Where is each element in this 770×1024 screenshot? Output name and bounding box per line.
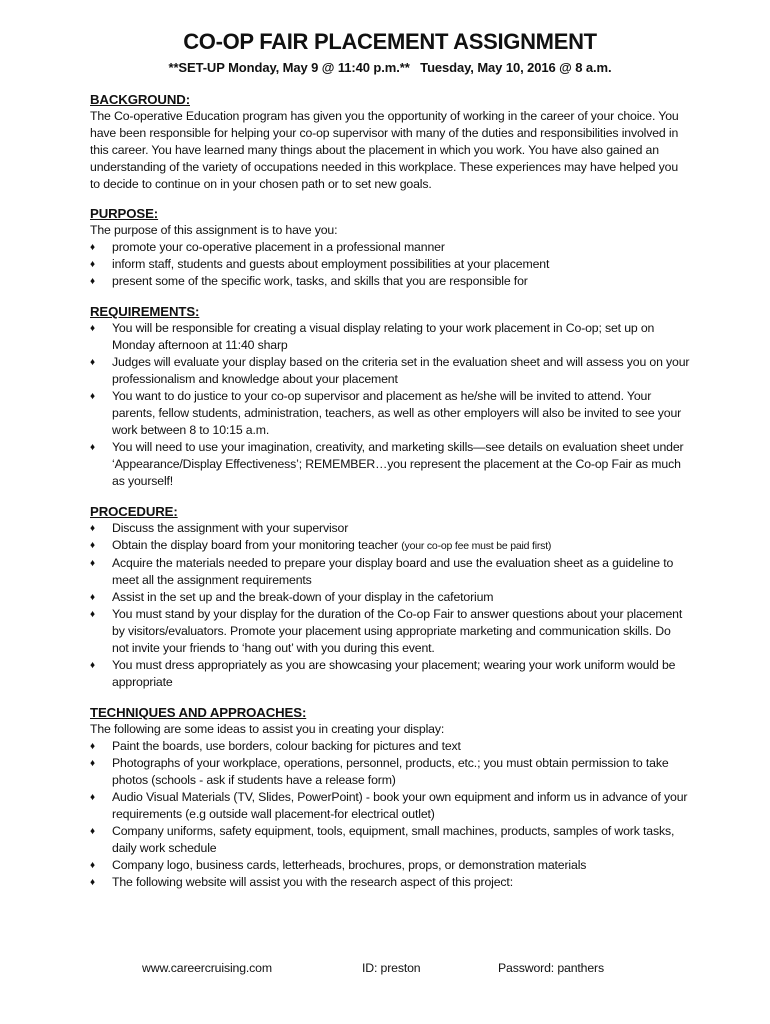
list-item: ♦ Audio Visual Materials (TV, Slides, PowerPoint) - book your own equipment and inform us in advance of your requirements (e.g outside wall placement-for electrical outlet) — [90, 790, 688, 821]
diamond-bullet-icon: ♦ — [90, 741, 95, 752]
procedure-section — [90, 503, 690, 691]
techniques-intro: The following are some ideas to assist you in creating your display: — [90, 722, 445, 736]
background-heading: BACKGROUND: — [90, 92, 190, 107]
diamond-bullet-icon: ♦ — [90, 826, 95, 837]
purpose-intro: The purpose of this assignment is to have you: — [90, 223, 338, 237]
diamond-bullet-icon: ♦ — [90, 391, 95, 402]
list-item: ♦ Paint the boards, use borders, colour backing for pictures and text — [90, 739, 461, 753]
procedure-list — [90, 520, 690, 691]
login-password: Password: panthers — [498, 961, 604, 975]
list-item: ♦ promote your co-operative placement in a professional manner — [90, 240, 445, 254]
diamond-bullet-icon: ♦ — [90, 792, 95, 803]
diamond-bullet-icon: ♦ — [90, 558, 95, 569]
requirements-heading: REQUIREMENTS: — [90, 304, 200, 319]
requirements-list — [90, 320, 690, 490]
diamond-bullet-icon: ♦ — [90, 877, 95, 888]
diamond-bullet-icon: ♦ — [90, 660, 95, 671]
fee-note: (your co-op fee must be paid first) — [401, 540, 552, 552]
diamond-bullet-icon: ♦ — [90, 609, 95, 620]
list-item: ♦ inform staff, students and guests about employment possibilities at your placement — [90, 257, 550, 271]
list-item: ♦ Company logo, business cards, letterheads, brochures, props, or demonstration materials — [90, 858, 587, 872]
purpose-list — [90, 239, 690, 290]
diamond-bullet-icon: ♦ — [90, 442, 95, 453]
requirements-section — [90, 303, 690, 490]
list-item: ♦ Company uniforms, safety equipment, tools, equipment, small machines, products, samples of work tasks, daily work schedule — [90, 824, 675, 855]
list-item: ♦ Discuss the assignment with your supervisor — [90, 521, 349, 535]
page-subtitle: **SET-UP Monday, May 9 @ 11:40 p.m.** Tuesday, May 10, 2016 @ 8 a.m. — [168, 60, 612, 75]
list-item: ♦ You must dress appropriately as you are showcasing your placement; wearing your work uniform would be appropriate — [90, 658, 676, 689]
diamond-bullet-icon: ♦ — [90, 323, 95, 334]
procedure-heading: PROCEDURE: — [90, 504, 178, 519]
diamond-bullet-icon: ♦ — [90, 758, 95, 769]
background-text: The Co-operative Education program has given you the opportunity of working in the career of your choice. You have been responsible for helping your co-op supervisor with many of the duties and responsibilities involved in this career. You have learned many things about the placement in which you work. You have also gained an understanding of the variety of occupations needed in this workplace. These experiences may have helped you to decide to continue on in your chosen path or to set new goals. — [90, 109, 679, 191]
diamond-bullet-icon: ♦ — [90, 259, 95, 270]
list-item: ♦ Assist in the set up and the break-down of your display in the cafetorium — [90, 590, 494, 604]
diamond-bullet-icon: ♦ — [90, 523, 95, 534]
background-section — [90, 91, 690, 193]
page-title: CO-OP FAIR PLACEMENT ASSIGNMENT — [183, 29, 597, 54]
techniques-list — [90, 738, 690, 891]
diamond-bullet-icon: ♦ — [90, 242, 95, 253]
list-item: ♦ You must stand by your display for the duration of the Co-op Fair to answer questions about your placement by visitors/evaluators. Promote your placement using appropriate marketing and communication skills. Do not invite your friends to ‘hang out’ with you during this event. — [90, 607, 683, 655]
diamond-bullet-icon: ♦ — [90, 276, 95, 287]
purpose-section — [90, 205, 690, 290]
list-item: ♦ Judges will evaluate your display based on the criteria set in the evaluation sheet and will assess you on your professionalism and knowledge about your placement — [90, 355, 690, 386]
list-item: ♦ You will be responsible for creating a visual display relating to your work placement in Co-op; set up on Monday afternoon at 11:40 sharp — [90, 321, 655, 352]
diamond-bullet-icon: ♦ — [90, 540, 95, 551]
list-item: ♦ You want to do justice to your co-op supervisor and placement as he/she will be invited to attend. Your parents, fellow students, administration, teachers, as well as other employers will also be invited to see your work between 8 to 10:15 a.m. — [90, 389, 682, 437]
document-page — [90, 28, 690, 975]
diamond-bullet-icon: ♦ — [90, 592, 95, 603]
login-id: ID: preston — [362, 961, 421, 975]
list-item: ♦ Obtain the display board from your monitoring teacher (your co-op fee must be paid first) — [90, 538, 552, 552]
list-item: ♦ You will need to use your imagination, creativity, and marketing skills—see details on evaluation sheet under ‘Appearance/Display Effectiveness’; REMEMBER…you represent the placement at the Co-op Fair as much as yourself! — [90, 440, 684, 488]
diamond-bullet-icon: ♦ — [90, 357, 95, 368]
list-item: ♦ Photographs of your workplace, operations, personnel, products, etc.; you must obtain permission to take photos (schools - ask if students have a release form) — [90, 756, 669, 787]
techniques-section — [90, 704, 690, 891]
techniques-heading: TECHNIQUES AND APPROACHES: — [90, 705, 307, 720]
list-item: ♦ present some of the specific work, tasks, and skills that you are responsible for — [90, 274, 528, 288]
purpose-heading: PURPOSE: — [90, 206, 159, 221]
website-link[interactable]: www.careercruising.com — [142, 961, 272, 975]
list-item: ♦ The following website will assist you with the research aspect of this project: — [90, 875, 513, 889]
list-item: ♦ Acquire the materials needed to prepare your display board and use the evaluation sheet as a guideline to meet all the assignment requirements — [90, 556, 674, 587]
diamond-bullet-icon: ♦ — [90, 860, 95, 871]
login-info-line — [142, 960, 702, 977]
